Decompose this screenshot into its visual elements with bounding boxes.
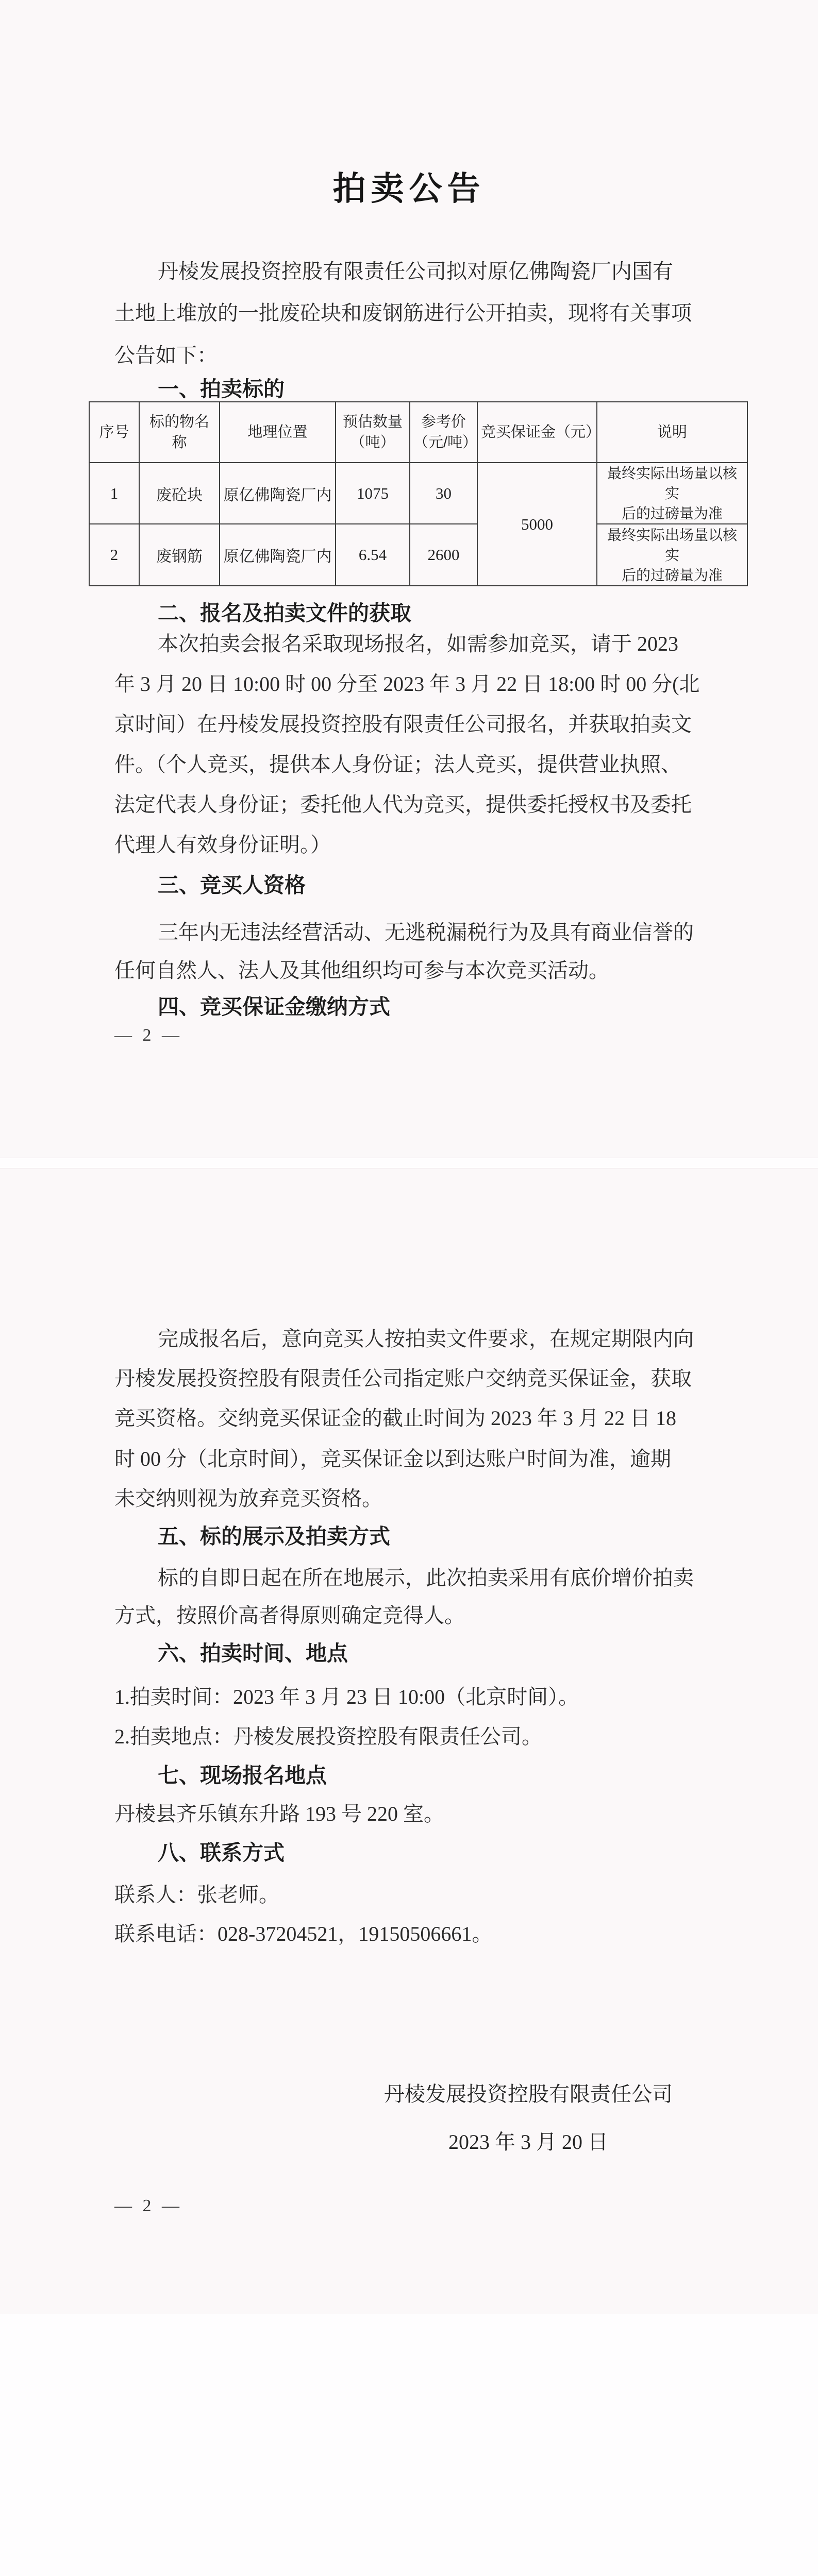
section-8-heading: 八、联系方式 [158, 1841, 285, 1865]
table-header-price-line2: （元/吨） [413, 434, 478, 451]
intro-line: 丹棱发展投资控股有限责任公司拟对原亿佛陶瓷厂内国有 [158, 260, 673, 283]
table-header-note: 说明 [597, 402, 747, 463]
lot-quantity: 6.54 [336, 524, 410, 586]
lot-note-line2: 后的过磅量为准 [621, 505, 723, 521]
body-line: 丹棱发展投资控股有限责任公司指定账户交纳竞买保证金，获取 [114, 1367, 692, 1390]
table-header-location: 地理位置 [220, 402, 336, 463]
body-line: 竞买资格。交纳竞买保证金的截止时间为 2023 年 3 月 22 日 18 [114, 1406, 676, 1430]
table-header-quantity [336, 402, 410, 463]
table-header-quantity-line2: （吨） [350, 434, 395, 451]
body-line: 年 3 月 20 日 10:00 时 00 分至 2023 年 3 月 22 日 18:00 时 00 分(北 [114, 672, 700, 696]
lot-price: 2600 [410, 524, 477, 586]
table-row [89, 463, 747, 524]
lot-note-line1: 最终实际出场量以核实 [607, 465, 737, 501]
page-number: — 2 — [114, 2196, 182, 2215]
lot-note-line1: 最终实际出场量以核实 [607, 527, 737, 563]
registration-address-line: 丹棱县齐乐镇东升路 193 号 220 室。 [114, 1802, 444, 1825]
lot-price: 30 [410, 463, 477, 524]
lot-name: 废砼块 [139, 463, 220, 524]
table-row [89, 524, 747, 586]
lot-no: 1 [89, 463, 139, 524]
page-1 [0, 0, 818, 1158]
body-line: 三年内无违法经营活动、无逃税漏税行为及具有商业信誉的 [158, 921, 694, 944]
body-line: 件。（个人竞买，提供本人身份证；法人竞买，提供营业执照、 [114, 753, 681, 776]
table-header-quantity-line1: 预估数量 [342, 414, 403, 430]
lot-no: 2 [89, 524, 139, 586]
intro-line: 公告如下： [114, 344, 218, 367]
table-header-no: 序号 [89, 402, 139, 463]
section-5-heading: 五、标的展示及拍卖方式 [158, 1524, 390, 1548]
page-number: — 2 — [114, 1026, 182, 1045]
contact-person-line: 联系人：张老师。 [114, 1883, 279, 1906]
auction-lots-table [89, 401, 748, 586]
body-line: 任何自然人、法人及其他组织均可参与本次竞买活动。 [114, 959, 609, 982]
signature-date: 2023 年 3 月 20 日 [448, 2130, 608, 2154]
auction-place-line: 2.拍卖地点：丹棱发展投资控股有限责任公司。 [114, 1725, 542, 1748]
intro-line: 土地上堆放的一批废砼块和废钢筋进行公开拍卖，现将有关事项 [114, 301, 692, 325]
body-line: 方式，按照价高者得原则确定竞得人。 [114, 1604, 465, 1627]
body-line: 完成报名后，意向竞买人按拍卖文件要求，在规定期限内向 [158, 1327, 694, 1350]
lot-location: 原亿佛陶瓷厂内 [220, 524, 336, 586]
signature-company: 丹棱发展投资控股有限责任公司 [384, 2082, 673, 2106]
lot-quantity: 1075 [336, 463, 410, 524]
contact-phone-line: 联系电话：028-37204521，19150506661。 [114, 1922, 493, 1945]
section-3-heading: 三、竞买人资格 [158, 873, 306, 897]
lot-deposit: 5000 [477, 463, 597, 586]
section-4-heading: 四、竞买保证金缴纳方式 [158, 995, 390, 1019]
auction-time-line: 1.拍卖时间：2023 年 3 月 23 日 10:00（北京时间）。 [114, 1685, 579, 1708]
body-line: 本次拍卖会报名采取现场报名，如需参加竞买，请于 2023 [158, 632, 678, 655]
lot-location: 原亿佛陶瓷厂内 [220, 463, 336, 524]
body-line: 法定代表人身份证；委托他人代为竞买，提供委托授权书及委托 [114, 793, 692, 816]
body-line: 标的自即日起在所在地展示，此次拍卖采用有底价增价拍卖 [158, 1566, 694, 1589]
body-line: 时 00 分（北京时间），竞买保证金以到达账户时间为准，逾期 [114, 1447, 671, 1470]
body-line: 未交纳则视为放弃竞买资格。 [114, 1487, 382, 1510]
table-header-price [410, 402, 477, 463]
table-header-price-line1: 参考价 [421, 414, 466, 430]
lot-name: 废钢筋 [139, 524, 220, 586]
table-header-row [89, 402, 747, 463]
section-1-heading: 一、拍卖标的 [158, 377, 285, 401]
section-7-heading: 七、现场报名地点 [158, 1764, 327, 1787]
table-header-name: 标的物名称 [139, 402, 220, 463]
lot-note-line2: 后的过磅量为准 [621, 567, 723, 583]
lot-note [597, 524, 747, 586]
table-header-deposit: 竞买保证金（元） [477, 402, 597, 463]
section-6-heading: 六、拍卖时间、地点 [158, 1641, 348, 1665]
page-2 [0, 1168, 818, 2314]
document-title: 拍卖公告 [332, 171, 486, 207]
body-line: 京时间）在丹棱发展投资控股有限责任公司报名，并获取拍卖文 [114, 713, 692, 736]
section-2-heading: 二、报名及拍卖文件的获取 [158, 601, 411, 625]
lot-note [597, 463, 747, 524]
body-line: 代理人有效身份证明。） [114, 833, 331, 856]
